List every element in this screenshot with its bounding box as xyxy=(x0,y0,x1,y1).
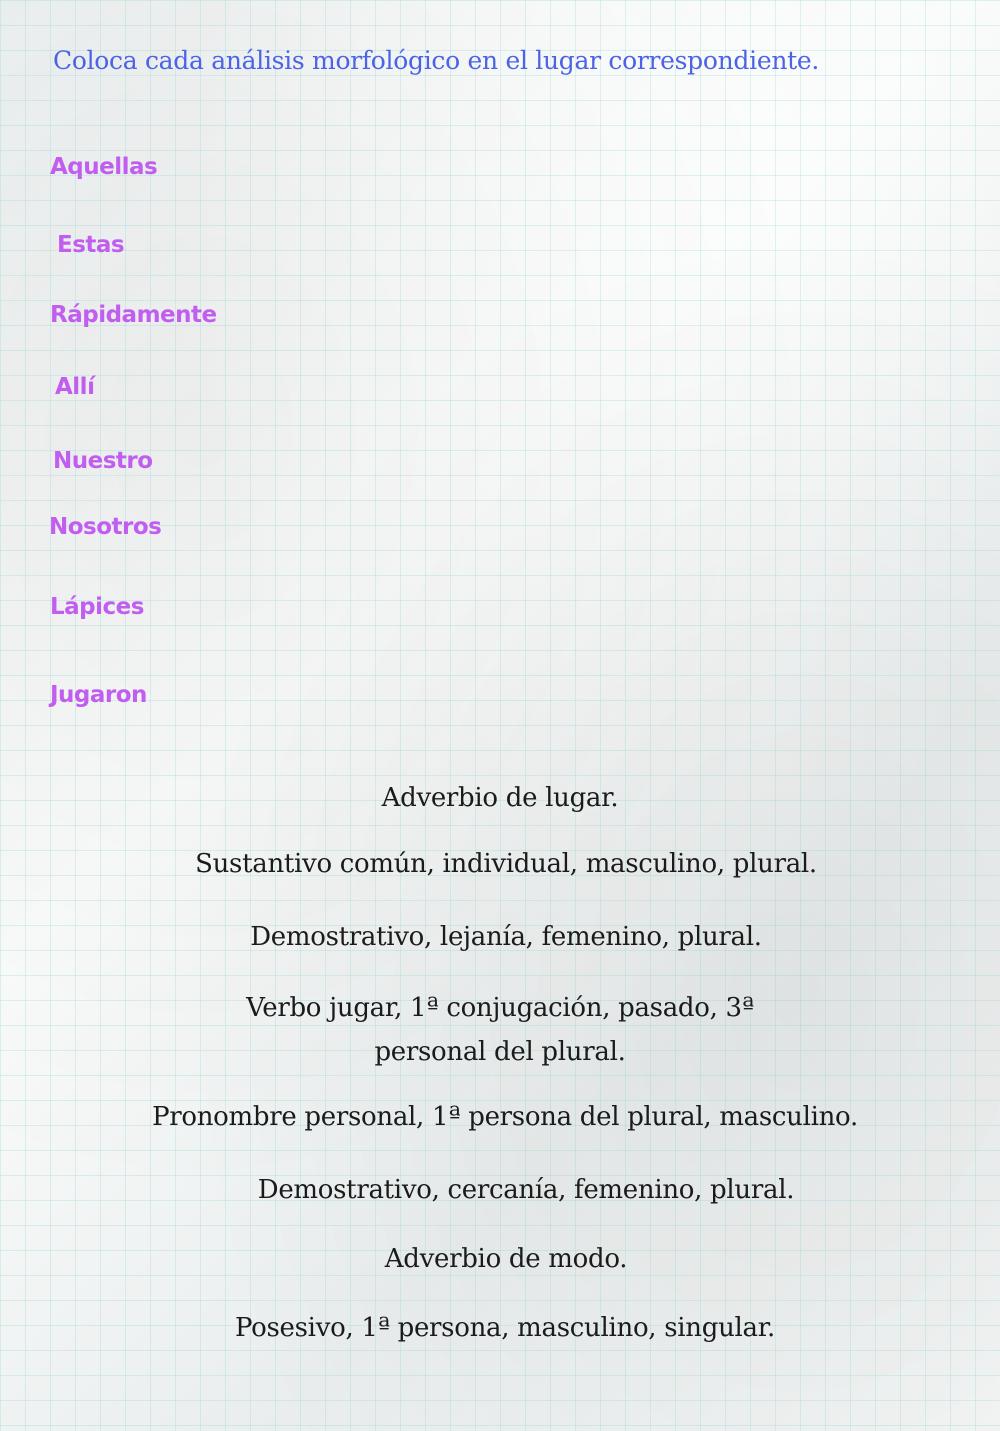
word-aquellas[interactable]: Aquellas xyxy=(50,154,158,180)
analysis-demostrativo-lejania: Demostrativo, lejanía, femenino, plural. xyxy=(250,922,762,952)
analysis-pronombre: Pronombre personal, 1ª persona del plural, masculino. xyxy=(152,1102,858,1132)
instruction-text: Coloca cada análisis morfológico en el lugar correspondiente. xyxy=(53,46,820,75)
analysis-posesivo: Posesivo, 1ª persona, masculino, singular. xyxy=(235,1313,775,1343)
word-lapices[interactable]: Lápices xyxy=(50,594,144,620)
analysis-verbo-line1: Verbo jugar, 1ª conjugación, pasado, 3ª xyxy=(246,993,754,1023)
analysis-verbo-line2: personal del plural. xyxy=(374,1037,626,1067)
word-alli[interactable]: Allí xyxy=(55,374,95,400)
word-rapidamente[interactable]: Rápidamente xyxy=(50,302,217,328)
word-nuestro[interactable]: Nuestro xyxy=(53,448,153,474)
word-nosotros[interactable]: Nosotros xyxy=(49,514,162,540)
analysis-sustantivo: Sustantivo común, individual, masculino, plural. xyxy=(195,849,817,879)
word-estas[interactable]: Estas xyxy=(57,232,125,258)
analysis-adverbio-lugar: Adverbio de lugar. xyxy=(381,783,619,813)
word-jugaron[interactable]: Jugaron xyxy=(50,682,147,708)
analysis-adverbio-modo: Adverbio de modo. xyxy=(384,1244,628,1274)
analysis-demostrativo-cercania: Demostrativo, cercanía, femenino, plural. xyxy=(257,1175,795,1205)
